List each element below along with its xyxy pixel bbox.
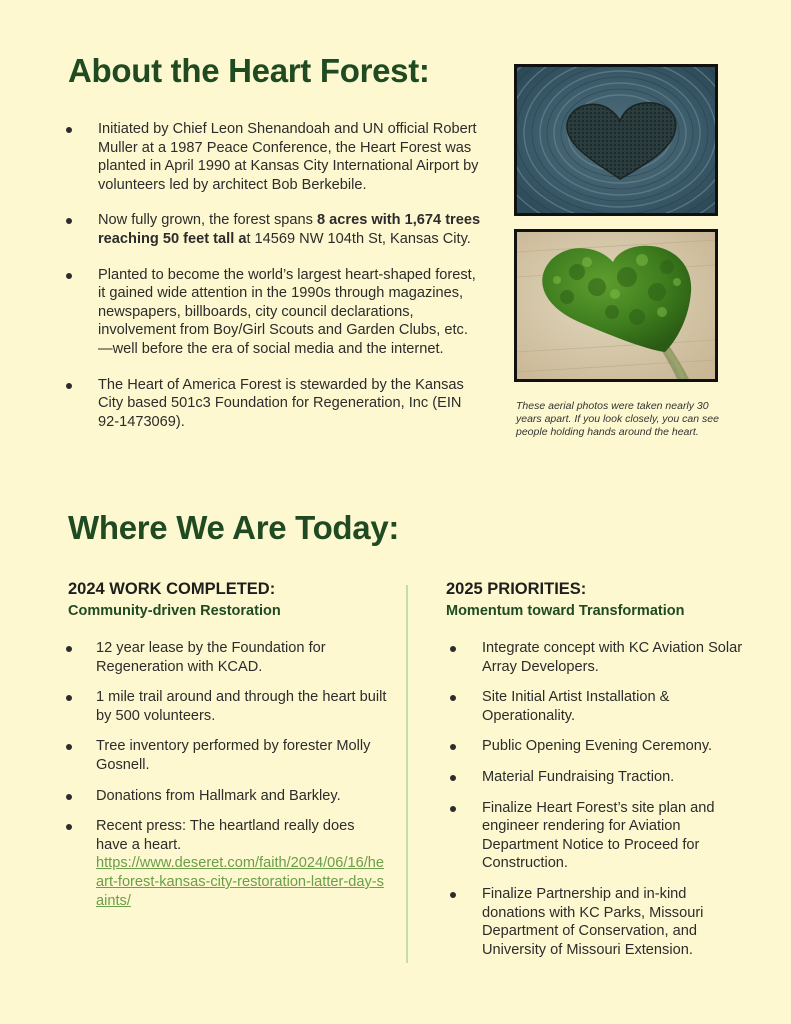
- about-bullet: Initiated by Chief Leon Shenandoah and UN official Robert Muller at a 1987 Peace Conference, the Heart Forest was planted in April 1990 at Kansas City International Airport by volunteers led by architect Bob Berkebile.: [66, 120, 486, 194]
- list-item: Material Fundraising Traction.: [446, 768, 746, 787]
- about-bullet: The Heart of America Forest is stewarded by the Kansas City based 501c3 Foundation for Regeneration, Inc (EIN 92-1473069).: [66, 376, 486, 432]
- priorities-subheading: Momentum toward Transformation: [446, 603, 685, 619]
- about-bullet: [66, 211, 486, 248]
- aerial-photo-1990: [514, 64, 718, 216]
- priorities-column: [446, 580, 746, 959]
- today-title: Where We Are Today:: [68, 509, 400, 546]
- about-bullet-text: t 14569 NW 104th St, Kansas City.: [246, 230, 471, 247]
- about-bullet: Planted to become the world’s largest heart-shaped forest, it gained wide attention in the 1990s through magazines, newspapers, billboards, city council declarations, involvement from Boy/Girl Scouts and Garden Clubs, etc. —well before the era of social media and the internet.: [66, 266, 486, 359]
- about-bullet-list: [66, 120, 486, 431]
- list-item: Tree inventory performed by forester Molly Gosnell.: [66, 737, 388, 774]
- about-title: About the Heart Forest:: [68, 52, 430, 89]
- press-text: Recent press: The heartland really does have a heart.: [96, 818, 355, 853]
- list-item: Finalize Heart Forest’s site plan and engineer rendering for Aviation Department Notice to Proceed for Construction.: [446, 799, 746, 873]
- photo-caption: These aerial photos were taken nearly 30 years apart. If you look closely, you can see people holding hands around the heart.: [516, 400, 719, 439]
- aerial-photo-1990-image: [517, 67, 715, 213]
- list-item: 1 mile trail around and through the heart built by 500 volunteers.: [66, 688, 388, 725]
- list-item: Public Opening Evening Ceremony.: [446, 737, 746, 756]
- press-link[interactable]: https://www.deseret.com/faith/2024/06/16/heart-forest-kansas-city-restoration-latter-day-saints/: [96, 855, 384, 909]
- about-bullet-text: Now fully grown, the forest spans: [98, 212, 318, 229]
- list-item: Donations from Hallmark and Barkley.: [66, 787, 388, 806]
- priorities-heading: 2025 PRIORITIES:: [446, 580, 587, 598]
- work-completed-column: [68, 580, 388, 910]
- priorities-list: [446, 639, 746, 959]
- list-item: Finalize Partnership and in-kind donations with KC Parks, Missouri Department of Conservation, and University of Missouri Extension.: [446, 885, 746, 959]
- list-item: Integrate concept with KC Aviation Solar Array Developers.: [446, 639, 746, 676]
- list-item: Site Initial Artist Installation & Operationality.: [446, 688, 746, 725]
- work-completed-list: [68, 639, 388, 910]
- about-bullet-bold: 8 acres with 1,674 trees reaching 50 feet tall a: [98, 212, 481, 247]
- list-item: 12 year lease by the Foundation for Regeneration with KCAD.: [66, 639, 388, 676]
- aerial-photo-today: [514, 229, 718, 382]
- list-item: [66, 817, 388, 910]
- work-completed-heading: 2024 WORK COMPLETED:: [68, 580, 276, 598]
- work-completed-subheading: Community-driven Restoration: [68, 603, 281, 619]
- column-divider: [406, 585, 408, 963]
- aerial-photo-today-image: [517, 232, 715, 379]
